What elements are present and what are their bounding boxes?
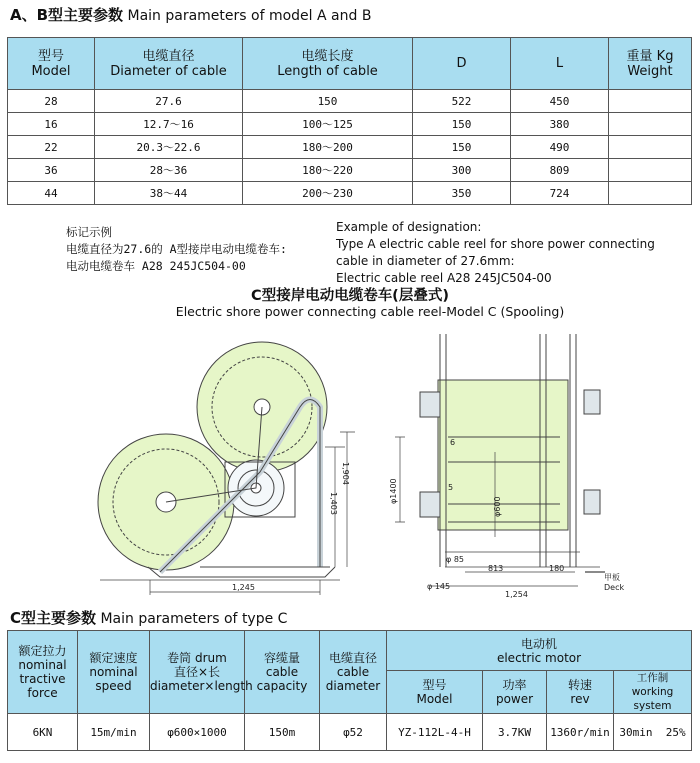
designation-en-line: cable in diameter of 27.6mm:: [336, 254, 515, 268]
c-header-system: 工作制 working system: [614, 671, 692, 714]
drawing-title-en: Electric shore power connecting cable reel-Model C (Spooling): [175, 304, 565, 319]
cell-d: 522: [413, 90, 511, 113]
c-header-cable: 电缆直径 cable diameter: [320, 631, 387, 714]
dim-5: 5: [448, 483, 454, 492]
side-view: [98, 342, 355, 595]
cell-diameter: 38～44: [95, 182, 243, 205]
cell-diameter: 28～36: [95, 159, 243, 182]
cell-capacity: 150m: [245, 714, 320, 751]
designation-cn-line: 标记示例: [66, 225, 112, 239]
cell-diameter: 12.7～16: [95, 113, 243, 136]
cell-rev: 1360r/min: [547, 714, 614, 751]
dim-width-left: 1,245: [232, 583, 255, 592]
cell-weight: [609, 90, 692, 113]
deck-label-cn: 甲板: [604, 573, 620, 582]
dim-180: 180: [549, 564, 565, 573]
cell-length: 100～125: [243, 113, 413, 136]
c-header-speed: 额定速度 nominal speed: [78, 631, 150, 714]
table-row: [8, 714, 692, 751]
dim-phi145: φ 145: [427, 582, 451, 591]
cell-l: 724: [511, 182, 609, 205]
ab-header-l: L: [511, 38, 609, 90]
dim-height-2: 1,904: [341, 462, 350, 485]
ab-title-en: Main parameters of model A and B: [127, 8, 372, 24]
cell-cable: φ52: [320, 714, 387, 751]
cell-d: 350: [413, 182, 511, 205]
table-row: [8, 113, 692, 136]
c-header-power: 功率 power: [483, 671, 547, 714]
c-section-title: [10, 607, 287, 628]
cell-model: 36: [8, 159, 95, 182]
designation-cn-line: 电缆直径为27.6的 A型接岸电动电缆卷车:: [66, 242, 287, 256]
c-parameters-table: [7, 630, 692, 751]
ab-section-title: [10, 4, 371, 25]
cell-model: 16: [8, 113, 95, 136]
designation-cn-line: 电动电缆卷车 A28 245JC504-00: [66, 259, 246, 273]
cell-weight: [609, 113, 692, 136]
cell-model: 44: [8, 182, 95, 205]
ab-header-d: D: [413, 38, 511, 90]
designation-en-line: Example of designation:: [336, 220, 482, 234]
cell-diameter: 20.3～22.6: [95, 136, 243, 159]
dim-height-1: 1,403: [329, 492, 338, 515]
c-title-cn: C型主要参数: [10, 609, 97, 627]
cell-l: 380: [511, 113, 609, 136]
ab-header-weight: 重量 Kg Weight: [609, 38, 692, 90]
c-header-row-1: [8, 631, 692, 671]
cell-length: 180～200: [243, 136, 413, 159]
cell-d: 150: [413, 113, 511, 136]
front-drum: [438, 380, 568, 530]
designation-cn: [66, 224, 287, 275]
cell-weight: [609, 182, 692, 205]
table-row: [8, 182, 692, 205]
table-row: [8, 136, 692, 159]
ab-header-model: 型号 Model: [8, 38, 95, 90]
cell-tractive: 6KN: [8, 714, 78, 751]
dim-813: 813: [488, 564, 504, 573]
c-header-drum: 卷筒 drum 直径×长 diameter×length: [150, 631, 245, 714]
dim-phi85: φ 85: [446, 555, 464, 564]
cell-length: 150: [243, 90, 413, 113]
cell-system: 30min 25%: [614, 714, 692, 751]
cell-l: 809: [511, 159, 609, 182]
drawing-title-cn: C型接岸电动电缆卷车(层叠式): [251, 288, 449, 304]
dim-6: 6: [450, 438, 456, 447]
cell-l: 490: [511, 136, 609, 159]
cell-model: 28: [8, 90, 95, 113]
table-row: [8, 159, 692, 182]
c-header-motor: 电动机 electric motor: [387, 631, 692, 671]
c-header-rev: 转速 rev: [547, 671, 614, 714]
designation-en: [336, 219, 655, 287]
cell-power: 3.7KW: [483, 714, 547, 751]
cell-motor-model: YZ-112L-4-H: [387, 714, 483, 751]
dim-phi600: φ600: [493, 496, 502, 517]
cell-l: 450: [511, 90, 609, 113]
cell-d: 300: [413, 159, 511, 182]
cell-model: 22: [8, 136, 95, 159]
cell-d: 150: [413, 136, 511, 159]
cell-diameter: 27.6: [95, 90, 243, 113]
cell-weight: [609, 159, 692, 182]
cell-weight: [609, 136, 692, 159]
designation-en-line: Type A electric cable reel for shore power connecting: [336, 237, 655, 251]
c-header-capacity: 容缆量 cable capacity: [245, 631, 320, 714]
table-row: [8, 90, 692, 113]
ab-header-diameter: 电缆直径 Diameter of cable: [95, 38, 243, 90]
ab-parameters-table: [7, 37, 692, 205]
cell-drum: φ600×1000: [150, 714, 245, 751]
ab-header-row: [8, 38, 692, 90]
cable-reel-drawing: [0, 322, 700, 604]
cell-length: 200～230: [243, 182, 413, 205]
cell-length: 180～220: [243, 159, 413, 182]
ab-header-length: 电缆长度 Length of cable: [243, 38, 413, 90]
c-header-tractive: 额定拉力 nominal tractive force: [8, 631, 78, 714]
dim-width-right: 1,254: [505, 590, 528, 599]
c-title-en: Main parameters of type C: [100, 611, 288, 627]
c-header-model: 型号 Model: [387, 671, 483, 714]
dim-phi1400: φ1400: [389, 478, 398, 504]
cell-speed: 15m/min: [78, 714, 150, 751]
deck-label-en: Deck: [604, 583, 625, 592]
designation-en-line: Electric cable reel A28 245JC504-00: [336, 271, 552, 285]
ab-title-cn: A、B型主要参数: [10, 6, 124, 24]
front-view: [395, 334, 605, 586]
